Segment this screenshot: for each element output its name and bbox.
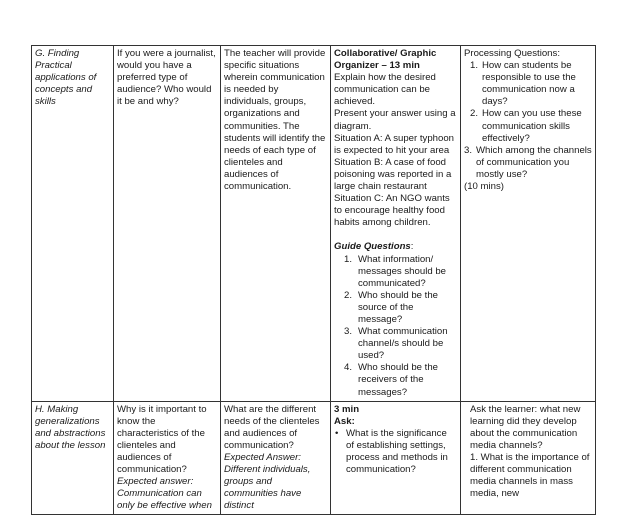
bullet-icon: • (335, 427, 339, 439)
list-text: Who should be the receivers of the messages? (358, 362, 439, 398)
teacher-expected: Expected Answer: Different individuals, groups and communities have distinct (224, 452, 311, 512)
guide-colon: : (410, 241, 414, 253)
activity-line: Situation B: A case of food poisoning was reported in a large chain restaurant (334, 156, 452, 193)
activity-line: Explain how the desired communication can be achieved. (334, 72, 436, 108)
teacher-text: The teacher will provide specific situations wherein communication is needed by individuals, groups, organizations and communities. The students will identify the needs of each type of clienteles and audiences of communication. (224, 48, 326, 193)
list-item (334, 254, 457, 290)
expected-label: Expected answer: (117, 476, 194, 488)
processing-list (464, 60, 592, 145)
activity-cell (331, 46, 461, 402)
list-item (470, 108, 592, 144)
phase-text: H. Making generalizations and abstractions about the lesson (35, 403, 106, 451)
list-item (334, 326, 457, 362)
phase-text: G. Finding Practical applications of concepts and skills (35, 48, 97, 108)
activity-ask: Ask: (334, 415, 355, 427)
list-text: What communication channel/s should be used? (358, 326, 448, 362)
activity-title: Collaborative/ Graphic Organizer – 13 min (334, 48, 437, 72)
teacher-cell (221, 46, 331, 402)
question-cell (114, 46, 221, 402)
processing-cell (461, 46, 596, 402)
phase-cell (32, 46, 114, 402)
guide-heading (334, 241, 457, 253)
list-item (334, 290, 457, 326)
list-text: Who should be the source of the message? (358, 289, 439, 325)
processing-title: Processing Questions: (464, 48, 560, 59)
list-number: 1. (470, 60, 479, 72)
list-text: What information/ messages should be communicated? (358, 253, 446, 289)
list-number: 2. (344, 289, 353, 301)
list-item (334, 362, 457, 398)
activity-line: Situation A: A super typhoon is expected to hit your area (334, 132, 455, 156)
processing-time: (10 mins) (464, 181, 504, 193)
question-text: Why is it important to know the characteristics of the clienteles and audiences of communication? (117, 403, 207, 476)
list-text: How can you use these communication skills effectively? (482, 108, 582, 144)
guide-list (334, 254, 457, 399)
list-text: Which among the channels of communication you mostly use? (476, 144, 592, 180)
list-number: 1. (344, 253, 353, 265)
expected-text: Communication can only be effective when (117, 488, 212, 512)
teacher-cell (221, 401, 331, 515)
activity-line: Present your answer using a diagram. (334, 108, 456, 132)
processing-intro: Ask the learner: what new learning did they develop about the communication media channels? (470, 403, 581, 451)
activity-line: Situation C: An NGO wants to encourage healthy food habits among children. (334, 193, 450, 229)
phase-cell (32, 401, 114, 515)
list-item (464, 145, 592, 181)
list-text: What is the significance of establishing settings, process and methods in communication? (346, 427, 448, 476)
ask-list (334, 428, 457, 476)
processing-item: 1. What is the importance of different communication media channels in mass media, new (470, 452, 590, 500)
list-number: 4. (344, 362, 353, 374)
teacher-text: What are the different needs of the clienteles and audiences of communication? (224, 403, 320, 451)
list-number: 2. (470, 108, 479, 120)
question-text: If you were a journalist, would you have a preferred type of audience? Who would it be and why? (117, 48, 216, 108)
list-text: How can students be responsible to use the communication now a days? (482, 60, 576, 108)
activity-cell (331, 401, 461, 515)
list-item (470, 60, 592, 108)
lesson-plan-table (31, 45, 596, 515)
guide-label: Guide Questions (334, 241, 411, 253)
list-number: 3. (344, 326, 353, 338)
processing-cell (461, 401, 596, 515)
list-number: 3. (464, 144, 473, 156)
question-cell (114, 401, 221, 515)
table-row (32, 46, 596, 402)
activity-time: 3 min (334, 403, 360, 415)
list-item (334, 428, 457, 476)
table-row (32, 401, 596, 515)
